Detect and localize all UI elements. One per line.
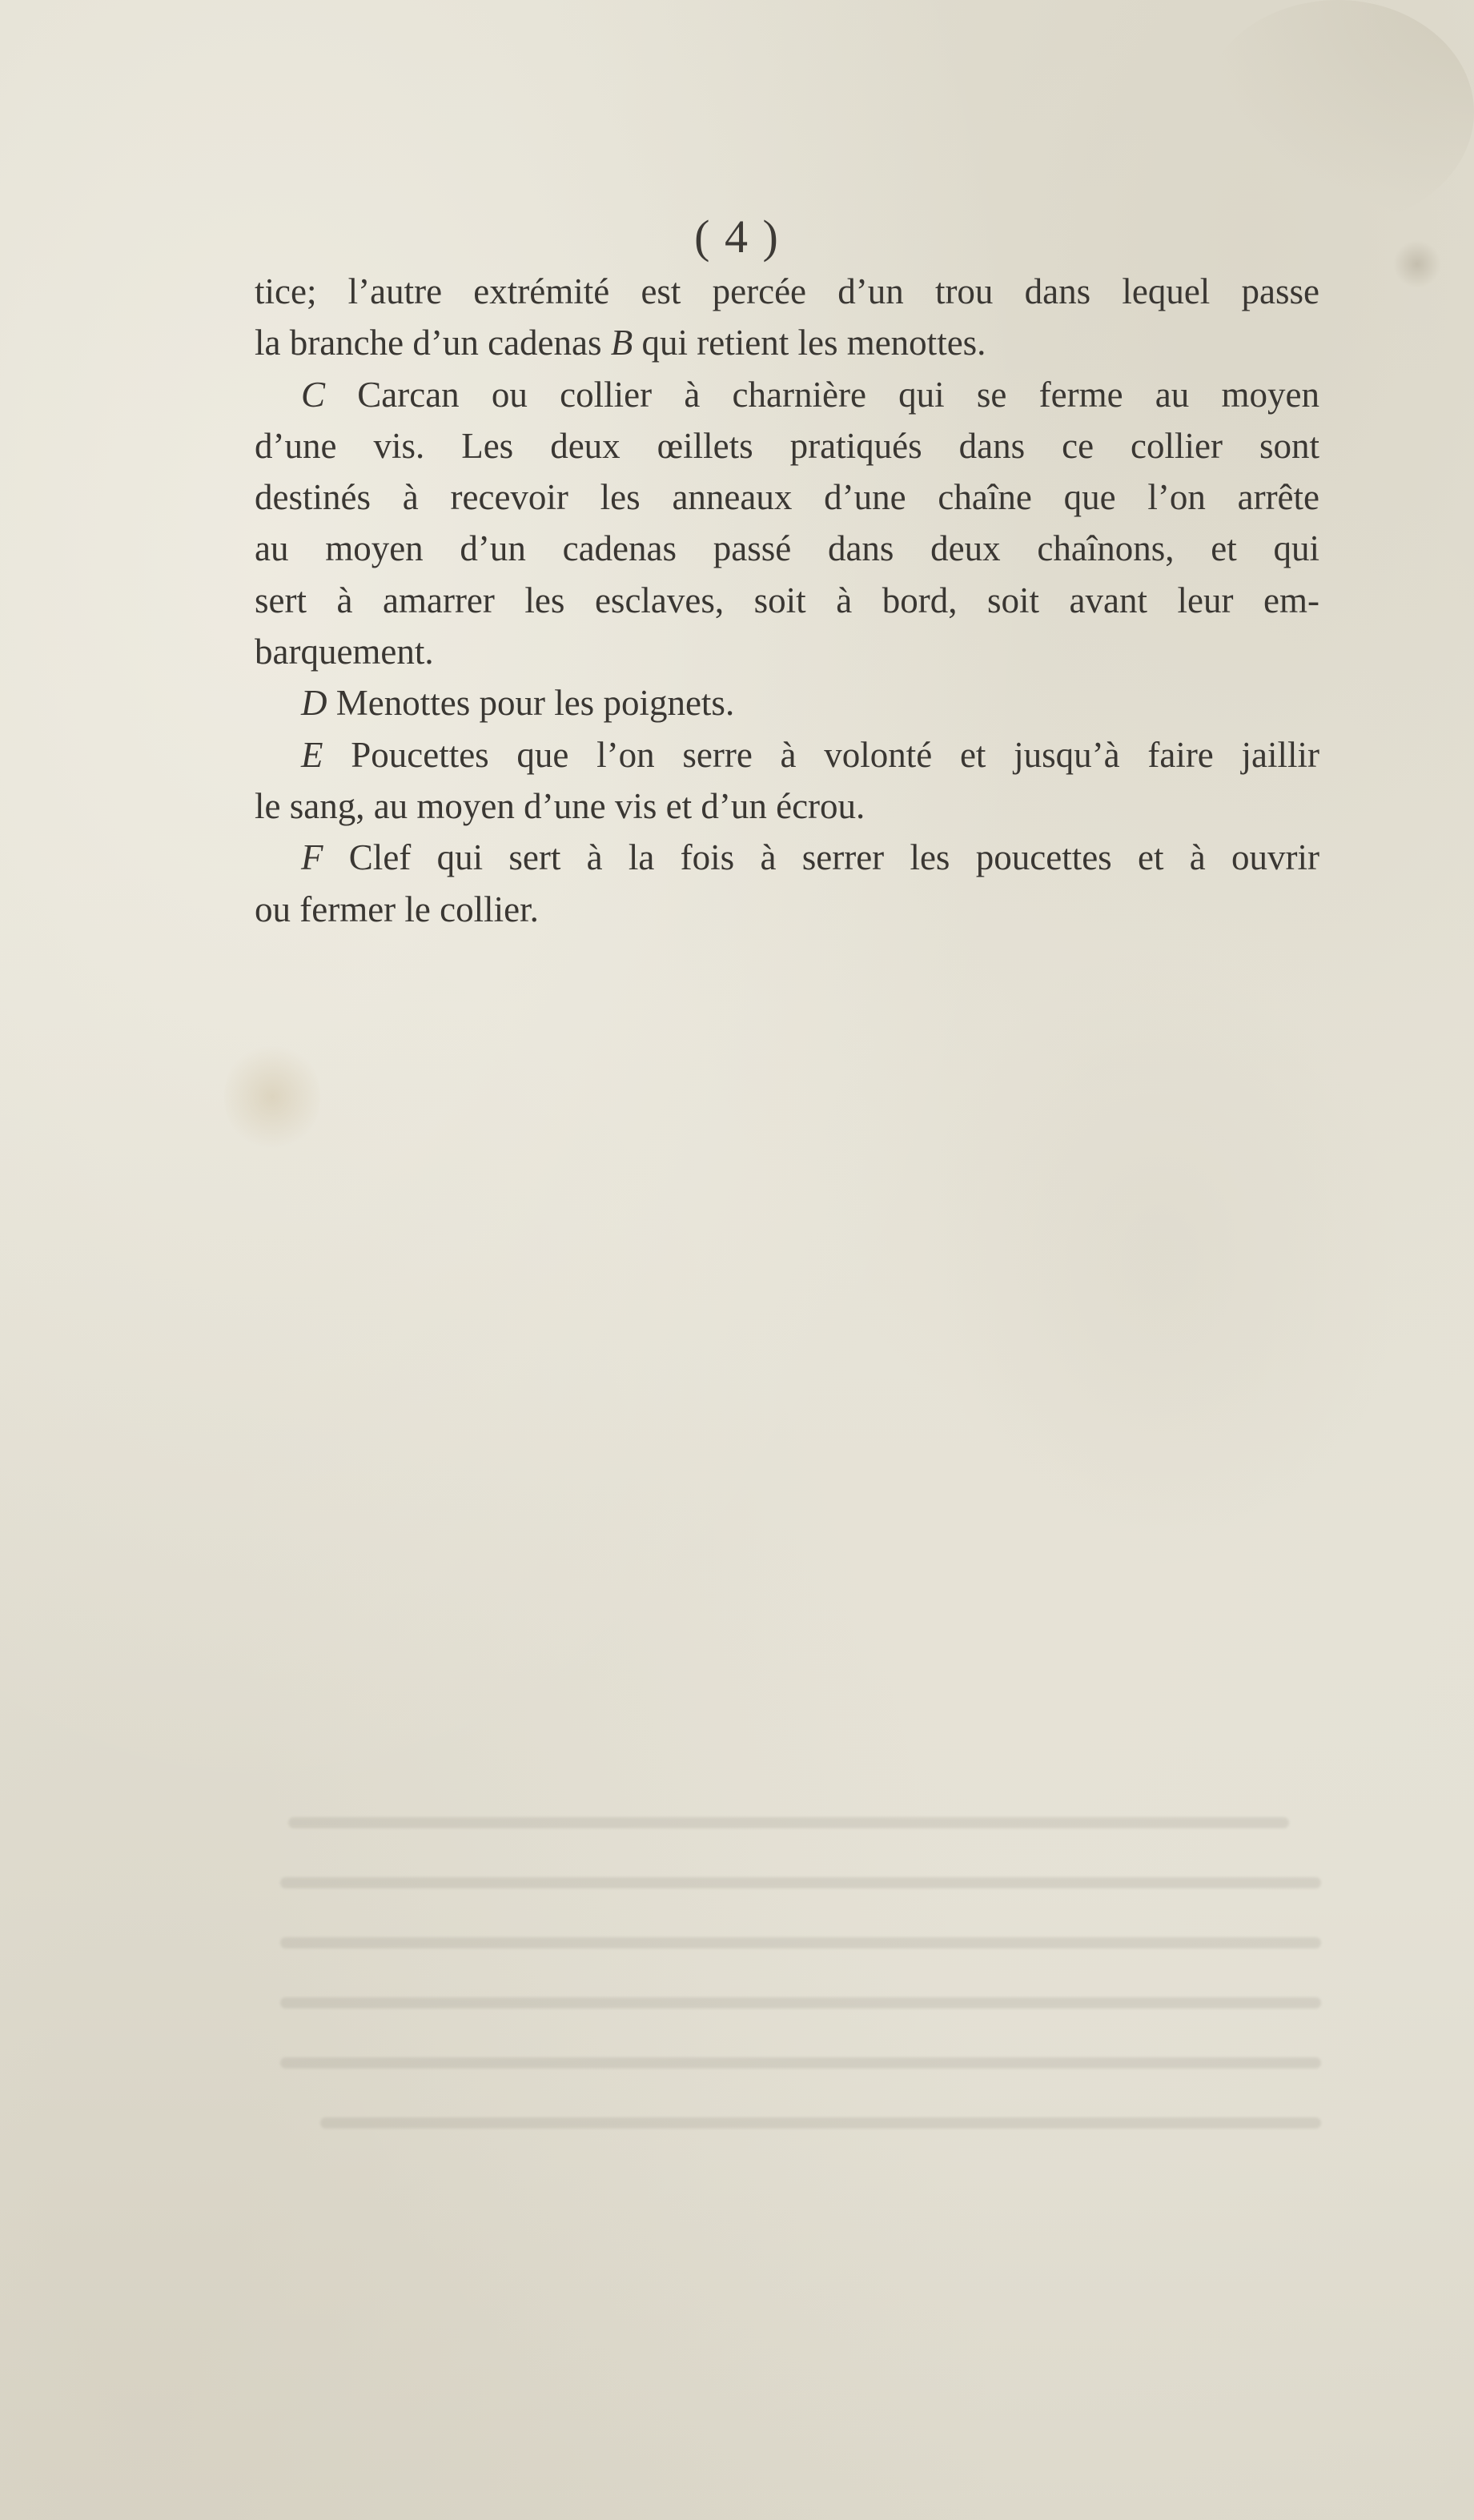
text-line	[255, 369, 1319, 420]
page-number: ( 4 )	[694, 211, 780, 263]
paper-stain	[224, 1041, 320, 1153]
text-line	[255, 575, 1319, 626]
text-segment: qui retient les menottes.	[633, 323, 986, 363]
text-segment: sert à amarrer les esclaves, soit à bord, soit avant leur em-	[255, 580, 1319, 620]
figure-letter: F	[301, 837, 323, 878]
paper-stain	[1201, 0, 1474, 224]
text-segment: d’une vis. Les deux œillets pratiqués dans ce collier sont	[255, 425, 1319, 466]
text-line	[255, 780, 1319, 832]
text-line	[255, 884, 1319, 935]
text-segment: Carcan ou collier à charnière qui se ferme au moyen	[325, 374, 1319, 415]
text-segment: barquement.	[255, 632, 434, 672]
text-segment: tice; l’autre extrémité est percée d’un trou dans lequel passe	[255, 271, 1319, 311]
text-segment: la branche d’un cadenas	[255, 323, 611, 363]
text-line	[255, 832, 1319, 883]
text-line	[255, 266, 1319, 317]
text-segment: Menottes pour les poignets.	[327, 683, 735, 724]
figure-letter: C	[301, 374, 326, 415]
text-segment: au moyen d’un cadenas passé dans deux chaînons, et qui	[255, 528, 1319, 569]
body-text	[255, 266, 1319, 935]
text-line	[255, 523, 1319, 574]
figure-letter: E	[301, 734, 323, 775]
text-segment: Poucettes que l’on serre à volonté et jusqu’à faire jaillir	[323, 734, 1319, 775]
text-segment: Clef qui sert à la fois à serrer les poucettes et à ouvrir	[323, 837, 1319, 878]
figure-letter: D	[301, 683, 327, 724]
text-line	[255, 729, 1319, 780]
text-line	[255, 317, 1319, 368]
show-through-shadow	[240, 1801, 1321, 2177]
text-segment: le sang, au moyen d’une vis et d’un écrou.	[255, 785, 866, 826]
text-line	[255, 677, 1319, 728]
text-line	[255, 471, 1319, 523]
text-line	[255, 420, 1319, 471]
paper-stain	[921, 945, 1401, 1569]
text-segment: ou fermer le collier.	[255, 889, 539, 929]
figure-letter: B	[610, 323, 633, 363]
text-segment: destinés à recevoir les anneaux d’une chaîne que l’on arrête	[255, 477, 1319, 518]
text-line	[255, 626, 1319, 677]
